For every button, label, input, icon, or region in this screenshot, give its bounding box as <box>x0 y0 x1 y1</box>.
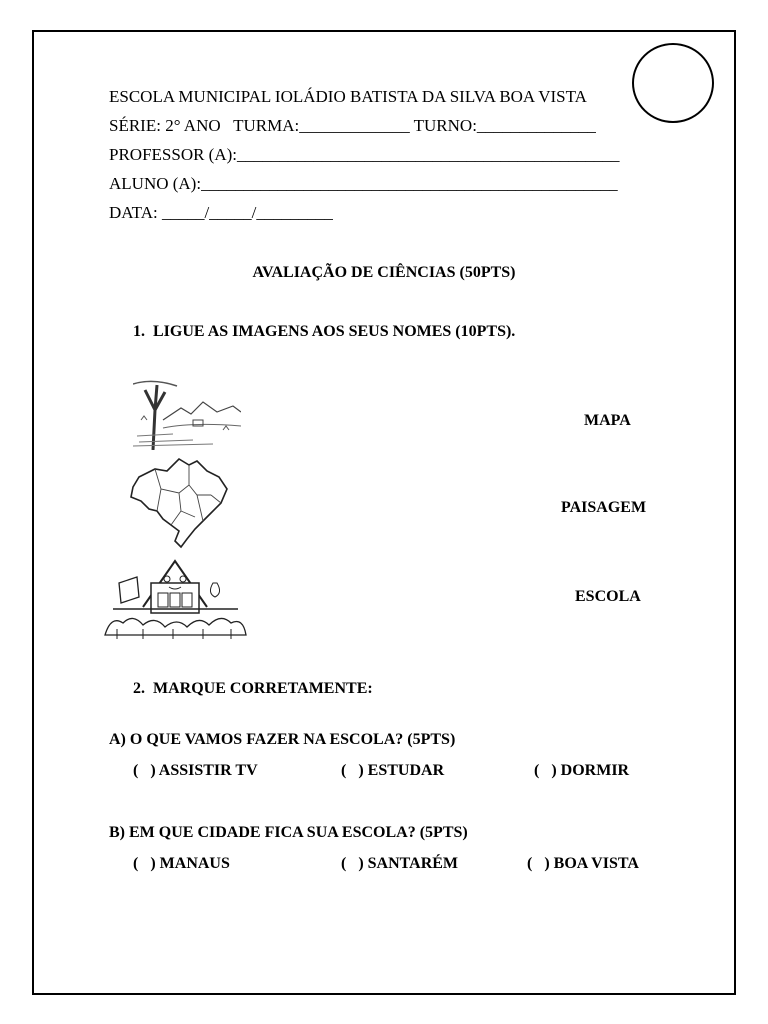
landscape-image <box>133 380 241 450</box>
option-assistir-tv[interactable]: ( ) ASSISTIR TV <box>133 762 258 779</box>
option-dormir[interactable]: ( ) DORMIR <box>534 762 630 779</box>
option-boa-vista[interactable]: ( ) BOA VISTA <box>527 855 639 872</box>
question-2a: A) O QUE VAMOS FAZER NA ESCOLA? (5PTS) <box>109 731 456 748</box>
option-santarem[interactable]: ( ) SANTARÉM <box>341 855 459 872</box>
school-image <box>103 553 248 643</box>
label-paisagem: PAISAGEM <box>561 499 647 516</box>
grade-circle <box>632 43 714 123</box>
serie-line: SÉRIE: 2° ANO TURMA:_____________ TURNO:______________ <box>109 116 596 135</box>
question-1: 1. LIGUE AS IMAGENS AOS SEUS NOMES (10PTS). <box>133 323 516 340</box>
question-2: 2. MARQUE CORRETAMENTE: <box>133 680 373 697</box>
question-2b: B) EM QUE CIDADE FICA SUA ESCOLA? (5PTS) <box>109 824 468 841</box>
school-name: ESCOLA MUNICIPAL IOLÁDIO BATISTA DA SILVA BOA VISTA <box>109 87 587 106</box>
brazil-map-image <box>127 455 232 550</box>
option-manaus[interactable]: ( ) MANAUS <box>133 855 230 872</box>
aluno-line: ALUNO (A):_________________________________________________ <box>109 174 618 193</box>
label-escola: ESCOLA <box>575 588 641 605</box>
label-mapa: MAPA <box>584 412 631 429</box>
professor-line: PROFESSOR (A):_____________________________________________ <box>109 145 620 164</box>
data-line: DATA: _____/_____/_________ <box>109 203 333 222</box>
page-title: AVALIAÇÃO DE CIÊNCIAS (50PTS) <box>252 264 516 281</box>
option-estudar[interactable]: ( ) ESTUDAR <box>341 762 445 779</box>
